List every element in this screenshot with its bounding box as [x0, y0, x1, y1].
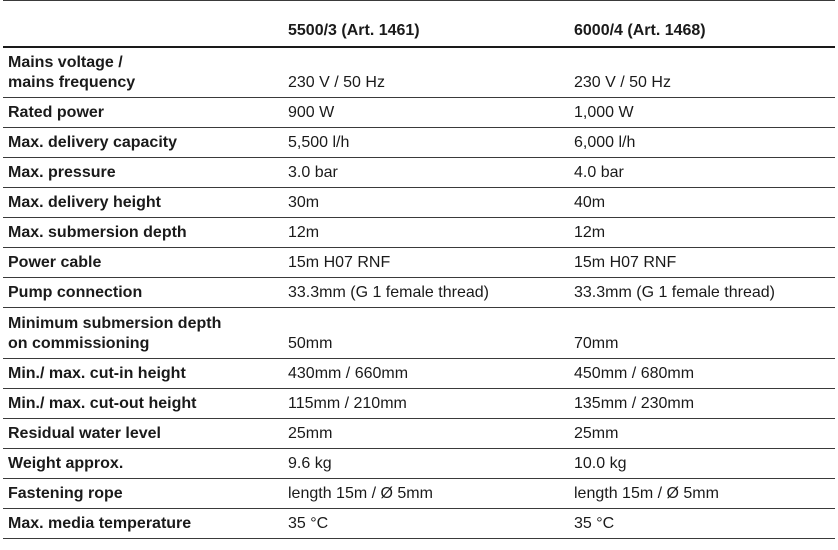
value-model-5500: 35 °C [283, 509, 569, 539]
row-label-line: Mains voltage / [8, 54, 123, 71]
value-model-5500: 115mm / 210mm [283, 389, 569, 419]
value-model-6000: 6,000 l/h [569, 128, 835, 158]
row-label-line: Pump connection [8, 284, 143, 301]
value-model-5500: 430mm / 660mm [283, 359, 569, 389]
header-model-6000: 6000/4 (Art. 1468) [569, 1, 835, 47]
row-label-line: Fastening rope [8, 485, 123, 502]
spec-table [3, 0, 835, 539]
value-model-6000: 450mm / 680mm [569, 359, 835, 389]
row-label-line: Rated power [8, 104, 105, 121]
row-label [3, 158, 283, 188]
table-row [3, 359, 835, 389]
header-row [3, 1, 835, 47]
value-model-5500: 230 V / 50 Hz [283, 47, 569, 98]
value-model-6000: 230 V / 50 Hz [569, 47, 835, 98]
row-label-line: Residual water level [8, 425, 161, 442]
table-row [3, 389, 835, 419]
value-model-6000: 25mm [569, 419, 835, 449]
header-model-5500: 5500/3 (Art. 1461) [283, 1, 569, 47]
value-model-6000: 4.0 bar [569, 158, 835, 188]
table-header [3, 1, 835, 47]
value-model-6000: 10.0 kg [569, 449, 835, 479]
row-label [3, 98, 283, 128]
value-model-6000: 12m [569, 218, 835, 248]
value-model-5500: length 15m / Ø 5mm [283, 479, 569, 509]
value-model-5500: 9.6 kg [283, 449, 569, 479]
table-row [3, 218, 835, 248]
row-label [3, 47, 283, 98]
row-label-line: Power cable [8, 254, 102, 271]
row-label [3, 359, 283, 389]
row-label-line: Minimum submersion depth [8, 315, 222, 332]
value-model-6000: 40m [569, 188, 835, 218]
row-label [3, 479, 283, 509]
value-model-5500: 3.0 bar [283, 158, 569, 188]
row-label [3, 509, 283, 539]
row-label [3, 128, 283, 158]
value-model-6000: length 15m / Ø 5mm [569, 479, 835, 509]
value-model-5500: 15m H07 RNF [283, 248, 569, 278]
value-model-6000: 15m H07 RNF [569, 248, 835, 278]
row-label-line: Min./ max. cut-in height [8, 365, 186, 382]
row-label [3, 389, 283, 419]
table-row [3, 158, 835, 188]
row-label-line: Weight approx. [8, 455, 124, 472]
table-row [3, 308, 835, 359]
value-model-5500: 5,500 l/h [283, 128, 569, 158]
value-model-5500: 30m [283, 188, 569, 218]
row-label-line: Max. submersion depth [8, 224, 187, 241]
table-row [3, 248, 835, 278]
table-row [3, 419, 835, 449]
row-label-line: Max. delivery height [8, 194, 161, 211]
row-label-line: mains frequency [8, 74, 136, 91]
row-label-line: on commissioning [8, 335, 150, 352]
value-model-5500: 900 W [283, 98, 569, 128]
header-label-cell [3, 1, 283, 47]
row-label [3, 248, 283, 278]
value-model-5500: 25mm [283, 419, 569, 449]
table-row [3, 449, 835, 479]
row-label-line: Max. media temperature [8, 515, 192, 532]
value-model-6000: 70mm [569, 308, 835, 359]
row-label [3, 308, 283, 359]
value-model-6000: 33.3mm (G 1 female thread) [569, 278, 835, 308]
value-model-6000: 1,000 W [569, 98, 835, 128]
value-model-6000: 35 °C [569, 509, 835, 539]
row-label [3, 188, 283, 218]
row-label [3, 218, 283, 248]
value-model-6000: 135mm / 230mm [569, 389, 835, 419]
table-row [3, 98, 835, 128]
row-label [3, 449, 283, 479]
value-model-5500: 50mm [283, 308, 569, 359]
row-label-line: Min./ max. cut-out height [8, 395, 197, 412]
table-row [3, 509, 835, 539]
row-label [3, 419, 283, 449]
table-row [3, 128, 835, 158]
value-model-5500: 12m [283, 218, 569, 248]
row-label-line: Max. delivery capacity [8, 134, 177, 151]
row-label-line: Max. pressure [8, 164, 116, 181]
table-row [3, 47, 835, 98]
table-row [3, 479, 835, 509]
table-body [3, 47, 835, 539]
row-label [3, 278, 283, 308]
table-row [3, 188, 835, 218]
value-model-5500: 33.3mm (G 1 female thread) [283, 278, 569, 308]
table-row [3, 278, 835, 308]
